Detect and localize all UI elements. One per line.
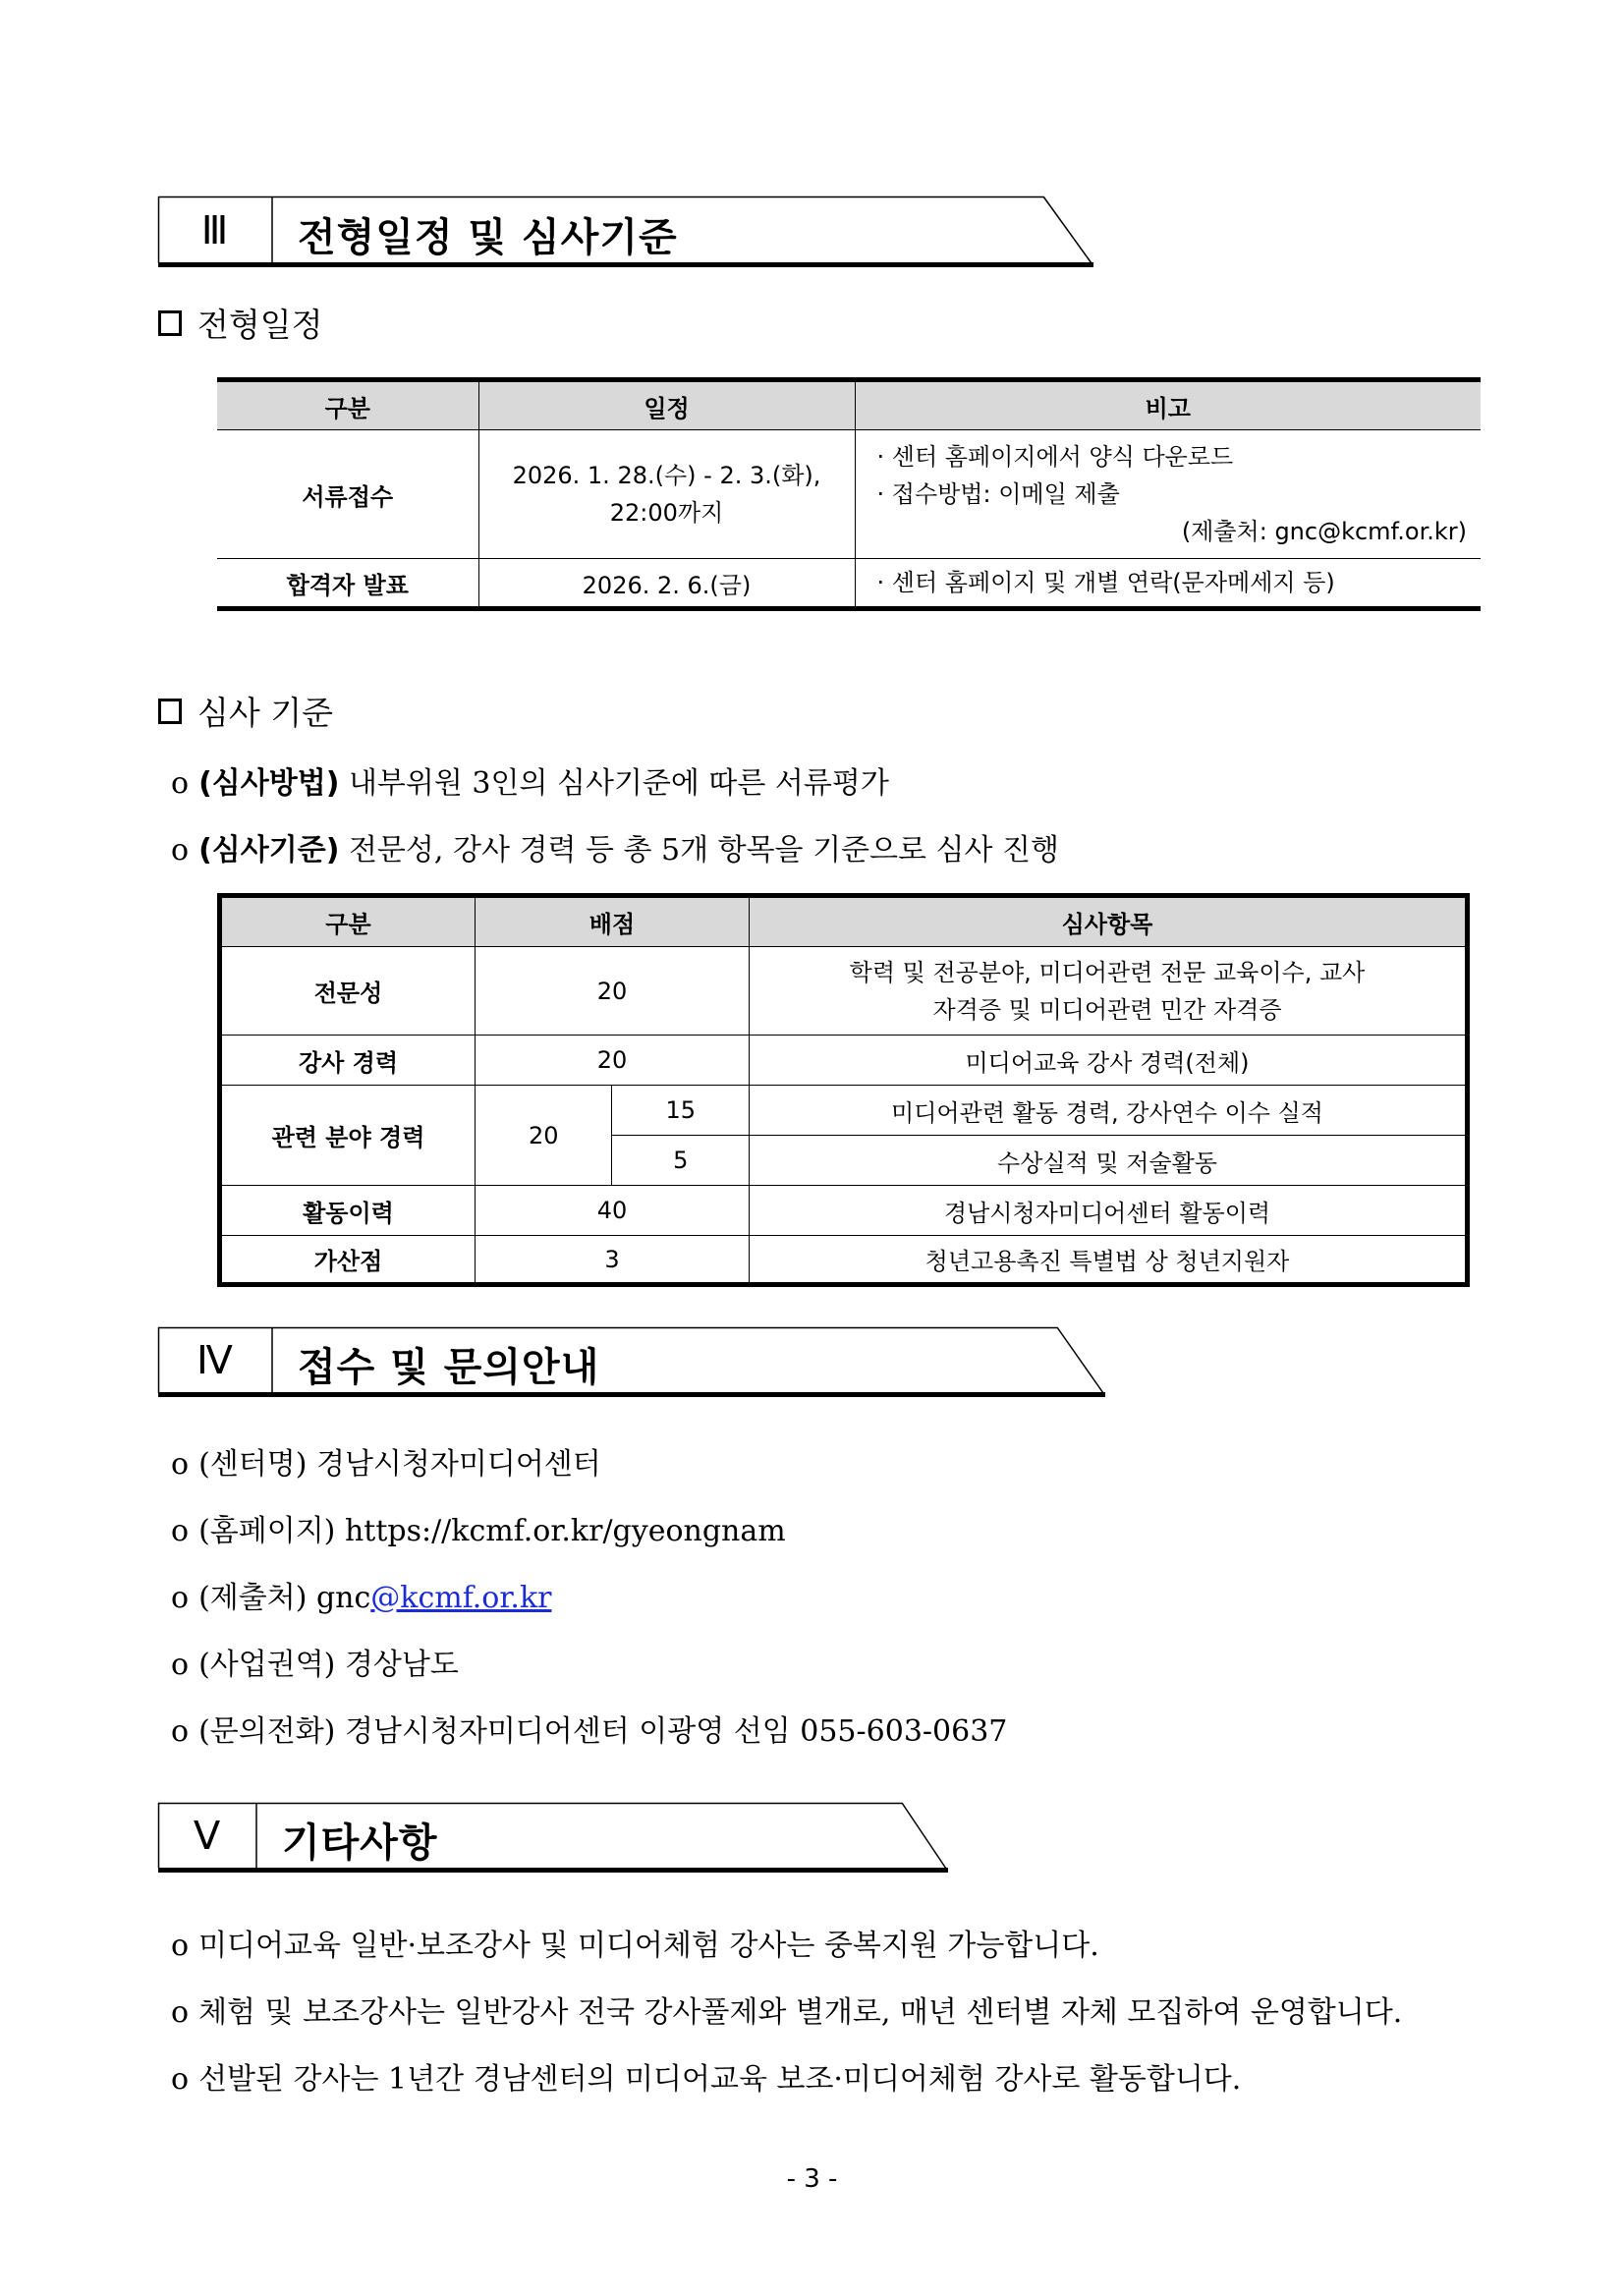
category-cell: 가산점	[220, 1236, 476, 1285]
subheading-criteria	[158, 688, 333, 734]
bullet-icon: o	[171, 2062, 190, 2097]
criteria-table	[217, 893, 1470, 1287]
table-row	[217, 430, 1481, 559]
table-header-row	[220, 896, 1468, 947]
table-row	[220, 1186, 1468, 1236]
info-value: 경남시청자미디어센터 이광영 선임 055-603-0637	[344, 1714, 1008, 1749]
note-text: 선발된 강사는 1년간 경남센터의 미디어교육 보조·미디어체험 강사로 활동합니다.	[198, 2062, 1242, 2097]
section-5-header	[158, 1803, 954, 1874]
bullet-icon: o	[171, 1447, 190, 1482]
info-line-center-name	[171, 1439, 601, 1483]
item-cell: 경남시청자미디어센터 활동이력	[750, 1186, 1468, 1236]
table-row	[220, 1036, 1468, 1086]
date-line: 22:00까지	[609, 499, 724, 527]
bullet-icon: o	[171, 1995, 190, 2030]
item-cell: 수상실적 및 저술활동	[750, 1136, 1468, 1186]
info-label: (제출처)	[198, 1581, 308, 1615]
score-cell: 3	[475, 1236, 749, 1285]
note-text: 미디어교육 일반·보조강사 및 미디어체험 강사는 중복지원 가능합니다.	[198, 1929, 1099, 1963]
date-cell	[478, 430, 855, 559]
bullet-label: (심사방법)	[198, 766, 340, 801]
sub-score-cell: 15	[612, 1086, 750, 1136]
column-header: 일정	[478, 380, 855, 430]
note-cell: · 센터 홈페이지 및 개별 연락(문자메세지 등)	[855, 559, 1481, 609]
info-label: (홈페이지)	[198, 1514, 336, 1548]
subheading-label: 심사 기준	[197, 694, 334, 732]
notes-line	[171, 1921, 1099, 1964]
score-cell: 20	[475, 947, 749, 1036]
date-cell: 2026. 2. 6.(금)	[478, 559, 855, 609]
checkbox-square-icon	[158, 699, 182, 724]
item-cell: 미디어관련 활동 경력, 강사연수 이수 실적	[750, 1086, 1468, 1136]
bullet-icon: o	[171, 1581, 190, 1615]
homepage-url[interactable]: https://kcmf.or.kr/gyeongnam	[344, 1514, 786, 1548]
category-cell: 합격자 발표	[217, 559, 478, 609]
checkbox-square-icon	[158, 310, 182, 336]
section-3-header	[158, 196, 1101, 267]
section-header-frame	[158, 1803, 954, 1874]
info-line-submission	[171, 1573, 551, 1616]
table-row	[220, 1236, 1468, 1285]
page-number: - 3 -	[786, 2164, 838, 2194]
notes-line	[171, 1988, 1402, 2031]
column-header: 비고	[855, 380, 1481, 430]
notes-line	[171, 2054, 1241, 2098]
bullet-icon: o	[171, 1929, 190, 1963]
sub-score-cell: 5	[612, 1136, 750, 1186]
category-cell: 서류접수	[217, 430, 478, 559]
email-link[interactable]: @kcmf.or.kr	[370, 1581, 552, 1615]
email-prefix: gnc	[315, 1581, 371, 1615]
note-text: 체험 및 보조강사는 일반강사 전국 강사풀제와 별개로, 매년 센터별 자체 모집하여 운영합니다.	[198, 1995, 1403, 2030]
note-line: · 센터 홈페이지에서 양식 다운로드	[876, 443, 1234, 471]
info-line-homepage	[171, 1506, 786, 1549]
note-cell	[855, 430, 1481, 559]
table-header-row	[217, 380, 1481, 430]
section-title: 접수 및 문의안내	[298, 1345, 600, 1390]
section-number: Ⅳ	[196, 1339, 234, 1382]
criteria-method-line	[171, 758, 889, 802]
bullet-icon: o	[171, 1514, 190, 1548]
bullet-text: 전문성, 강사 경력 등 총 5개 항목을 기준으로 심사 진행	[348, 833, 1059, 868]
section-title: 기타사항	[282, 1820, 438, 1866]
section-number: Ⅲ	[200, 209, 230, 252]
table-row	[217, 559, 1481, 609]
info-label: (센터명)	[198, 1447, 308, 1482]
column-header: 심사항목	[750, 896, 1468, 947]
schedule-table	[217, 377, 1481, 611]
score-cell: 20	[475, 1086, 612, 1186]
subheading-schedule	[158, 300, 323, 346]
item-cell: 미디어교육 강사 경력(전체)	[750, 1036, 1468, 1086]
category-cell: 강사 경력	[220, 1036, 476, 1086]
info-line-phone	[171, 1707, 1007, 1750]
section-4-header	[158, 1327, 1111, 1398]
section-number: Ⅴ	[193, 1815, 222, 1858]
info-value: 경상남도	[344, 1648, 459, 1682]
info-value: 경남시청자미디어센터	[315, 1447, 601, 1482]
column-header: 구분	[220, 896, 476, 947]
section-title: 전형일정 및 심사기준	[298, 215, 678, 260]
info-label: (문의전화)	[198, 1714, 336, 1749]
note-line: · 접수방법: 이메일 제출	[876, 480, 1120, 508]
bullet-icon: o	[171, 1648, 190, 1682]
bullet-icon: o	[171, 1714, 190, 1749]
bullet-icon: o	[171, 833, 190, 868]
item-cell: 청년고용촉진 특별법 상 청년지원자	[750, 1236, 1468, 1285]
column-header: 구분	[217, 380, 478, 430]
bullet-icon: o	[171, 766, 190, 801]
item-line: 자격증 및 미디어관련 민간 자격증	[932, 995, 1282, 1024]
category-cell: 활동이력	[220, 1186, 476, 1236]
info-label: (사업권역)	[198, 1648, 336, 1682]
bullet-text: 내부위원 3인의 심사기준에 따른 서류평가	[348, 766, 889, 801]
column-header: 배점	[475, 896, 749, 947]
item-line: 학력 및 전공분야, 미디어관련 전문 교육이수, 교사	[849, 958, 1366, 986]
item-cell	[750, 947, 1468, 1036]
criteria-standard-line	[171, 825, 1059, 868]
bullet-label: (심사기준)	[198, 833, 340, 868]
subheading-label: 전형일정	[197, 306, 323, 344]
note-line: (제출처: gnc@kcmf.or.kr)	[1181, 518, 1467, 545]
score-cell: 40	[475, 1186, 749, 1236]
table-row	[220, 947, 1468, 1036]
score-cell: 20	[475, 1036, 749, 1086]
date-line: 2026. 1. 28.(수) - 2. 3.(화),	[512, 462, 821, 489]
category-cell: 관련 분야 경력	[220, 1086, 476, 1186]
category-cell: 전문성	[220, 947, 476, 1036]
info-line-region	[171, 1640, 459, 1683]
table-row	[220, 1086, 1468, 1136]
